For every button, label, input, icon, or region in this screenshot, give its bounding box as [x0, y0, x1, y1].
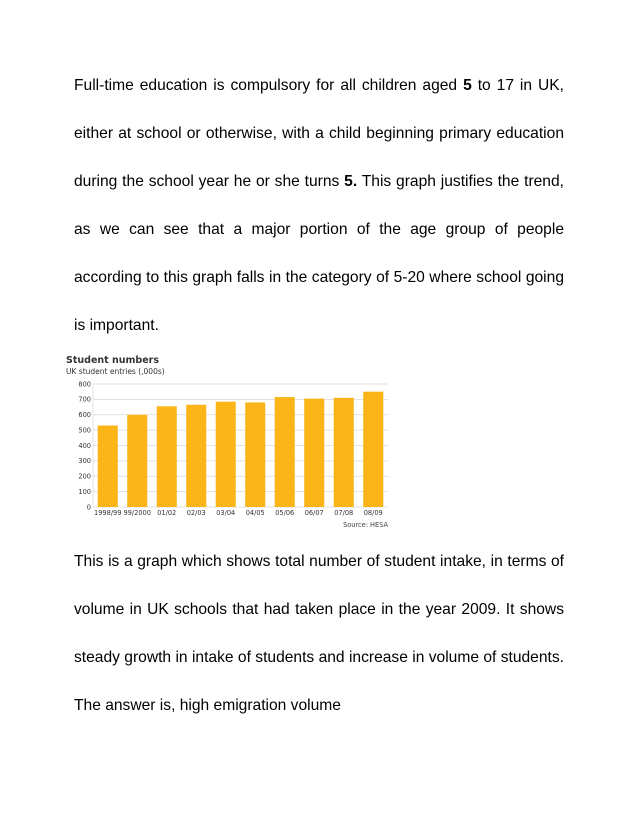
chart-title: Student numbers: [66, 355, 160, 366]
bar-04-05: [245, 402, 265, 507]
x-tick-label: 04/05: [245, 509, 265, 517]
x-tick-label: 03/04: [216, 509, 236, 517]
y-tick-label: 600: [78, 411, 91, 420]
x-tick-label: 99/2000: [123, 509, 151, 517]
chart-source: Source: HESA: [343, 521, 388, 529]
y-tick-label: 200: [78, 472, 91, 481]
y-tick-label: 500: [78, 426, 91, 435]
x-tick-label: 07/08: [334, 509, 354, 517]
bar-07-08: [334, 398, 354, 507]
chart-subtitle: UK student entries (,000s): [66, 367, 165, 376]
p1-text-1: Full-time education is compulsory for all children aged: [74, 77, 464, 94]
bar-01-02: [157, 406, 177, 507]
x-tick-label: 02/03: [186, 509, 206, 517]
y-tick-label: 400: [78, 441, 91, 450]
x-tick-label: 1998/99: [94, 509, 122, 517]
student-numbers-chart: [64, 352, 396, 530]
p1-bold-age-2: 5.: [344, 173, 358, 190]
p1-text-3: This graph justifies the trend, as we can see that a major portion of the age group of people according to this graph falls in the category of 5-20 where school going is important.: [74, 173, 564, 334]
p2-text: This is a graph which shows total number of student intake, in terms of volume in UK schools that had taken place in the year 2009. It shows steady growth in intake of students and increase in volume of students. The answer is, high emigration volume: [74, 553, 564, 714]
y-tick-label: 800: [78, 380, 91, 389]
p1-text-2: to 17 in UK, either at school or otherwise, with a child beginning primary education during the school year he or she turns: [74, 77, 565, 190]
bar-05-06: [275, 397, 295, 507]
paragraph-graph-description: [74, 538, 564, 730]
bar-06-07: [304, 399, 324, 507]
y-tick-label: 100: [78, 487, 91, 496]
x-tick-label: 06/07: [304, 509, 324, 517]
y-tick-label: 0: [86, 503, 91, 512]
paragraph-education: [74, 62, 564, 350]
bar-99-2000: [127, 415, 147, 507]
y-tick-label: 300: [78, 457, 91, 466]
bar-08-09: [363, 392, 383, 507]
x-tick-label: 01/02: [157, 509, 177, 517]
bar-03-04: [216, 402, 236, 507]
bar-02-03: [186, 405, 206, 507]
y-tick-label: 700: [78, 395, 91, 404]
p1-bold-age: 5: [463, 77, 472, 94]
bar-1998-99: [98, 426, 118, 507]
x-tick-label: 08/09: [363, 509, 383, 517]
x-tick-label: 05/06: [275, 509, 295, 517]
